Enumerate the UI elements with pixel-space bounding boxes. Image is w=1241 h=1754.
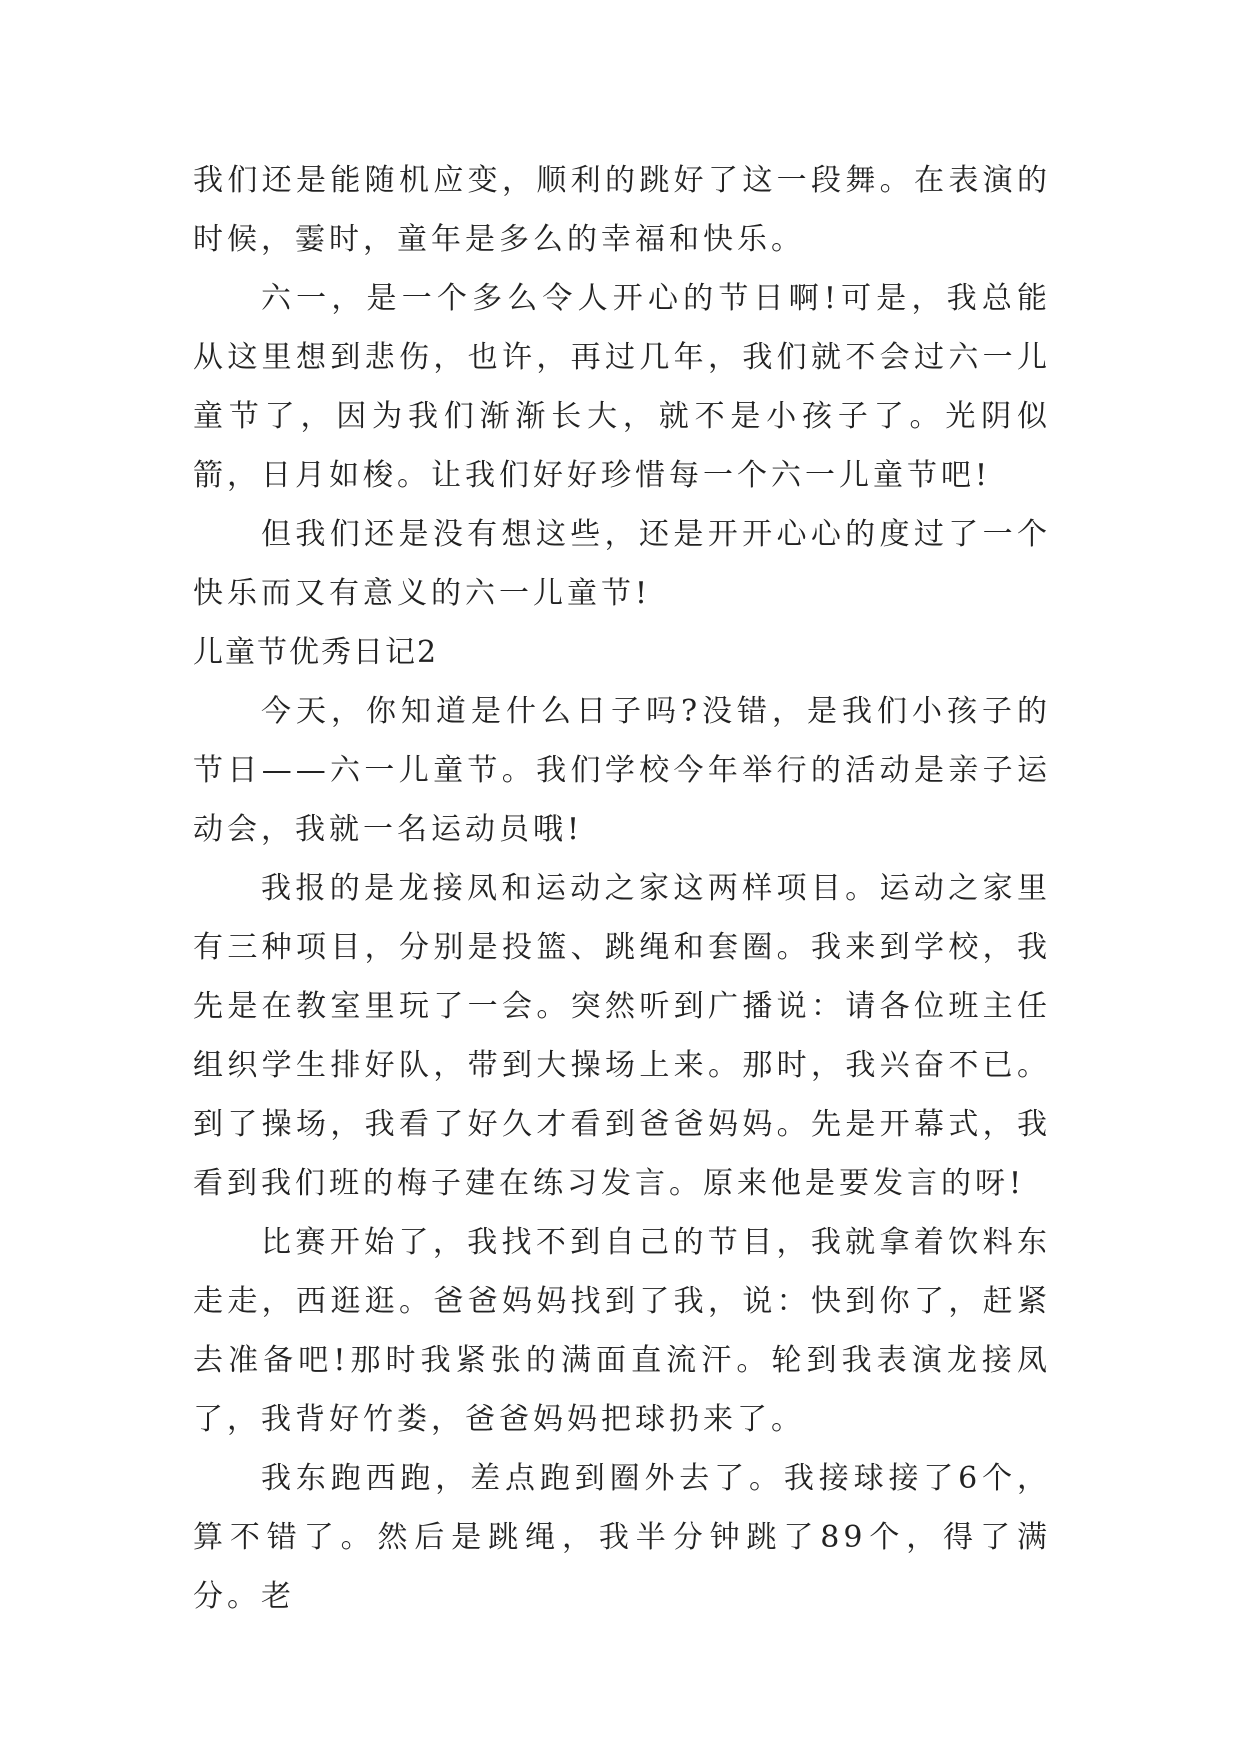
- document-body: [193, 151, 1051, 1626]
- paragraph: 但我们还是没有想这些，还是开开心心的度过了一个快乐而又有意义的六一儿童节!: [193, 517, 1051, 611]
- paragraph: 今天，你知道是什么日子吗?没错，是我们小孩子的节日——六一儿童节。我们学校今年举行的活动是亲子运动会，我就一名运动员哦!: [193, 694, 1051, 847]
- paragraph: 六一，是一个多么令人开心的节日啊!可是，我总能从这里想到悲伤，也许，再过几年，我们就不会过六一儿童节了，因为我们渐渐长大，就不是小孩子了。光阴似箭，日月如梭。让我们好好珍惜每一个六一儿童节吧!: [193, 281, 1051, 493]
- section-heading: 儿童节优秀日记2: [193, 635, 439, 670]
- paragraph: 我报的是龙接凤和运动之家这两样项目。运动之家里有三种项目，分别是投篮、跳绳和套圈。我来到学校，我先是在教室里玩了一会。突然听到广播说：请各位班主任组织学生排好队，带到大操场上来。那时，我兴奋不已。到了操场，我看了好久才看到爸爸妈妈。先是开幕式，我看到我们班的梅子建在练习发言。原来他是要发言的呀!: [193, 871, 1051, 1201]
- paragraph: 我东跑西跑，差点跑到圈外去了。我接球接了6个，算不错了。然后是跳绳，我半分钟跳了89个，得了满分。老: [193, 1461, 1051, 1614]
- paragraph-continued: 我们还是能随机应变，顺利的跳好了这一段舞。在表演的时候，霎时，童年是多么的幸福和快乐。: [193, 163, 1051, 257]
- paragraph: 比赛开始了，我找不到自己的节目，我就拿着饮料东走走，西逛逛。爸爸妈妈找到了我，说：快到你了，赶紧去准备吧!那时我紧张的满面直流汗。轮到我表演龙接凤了，我背好竹娄，爸爸妈妈把球扔来了。: [193, 1225, 1051, 1437]
